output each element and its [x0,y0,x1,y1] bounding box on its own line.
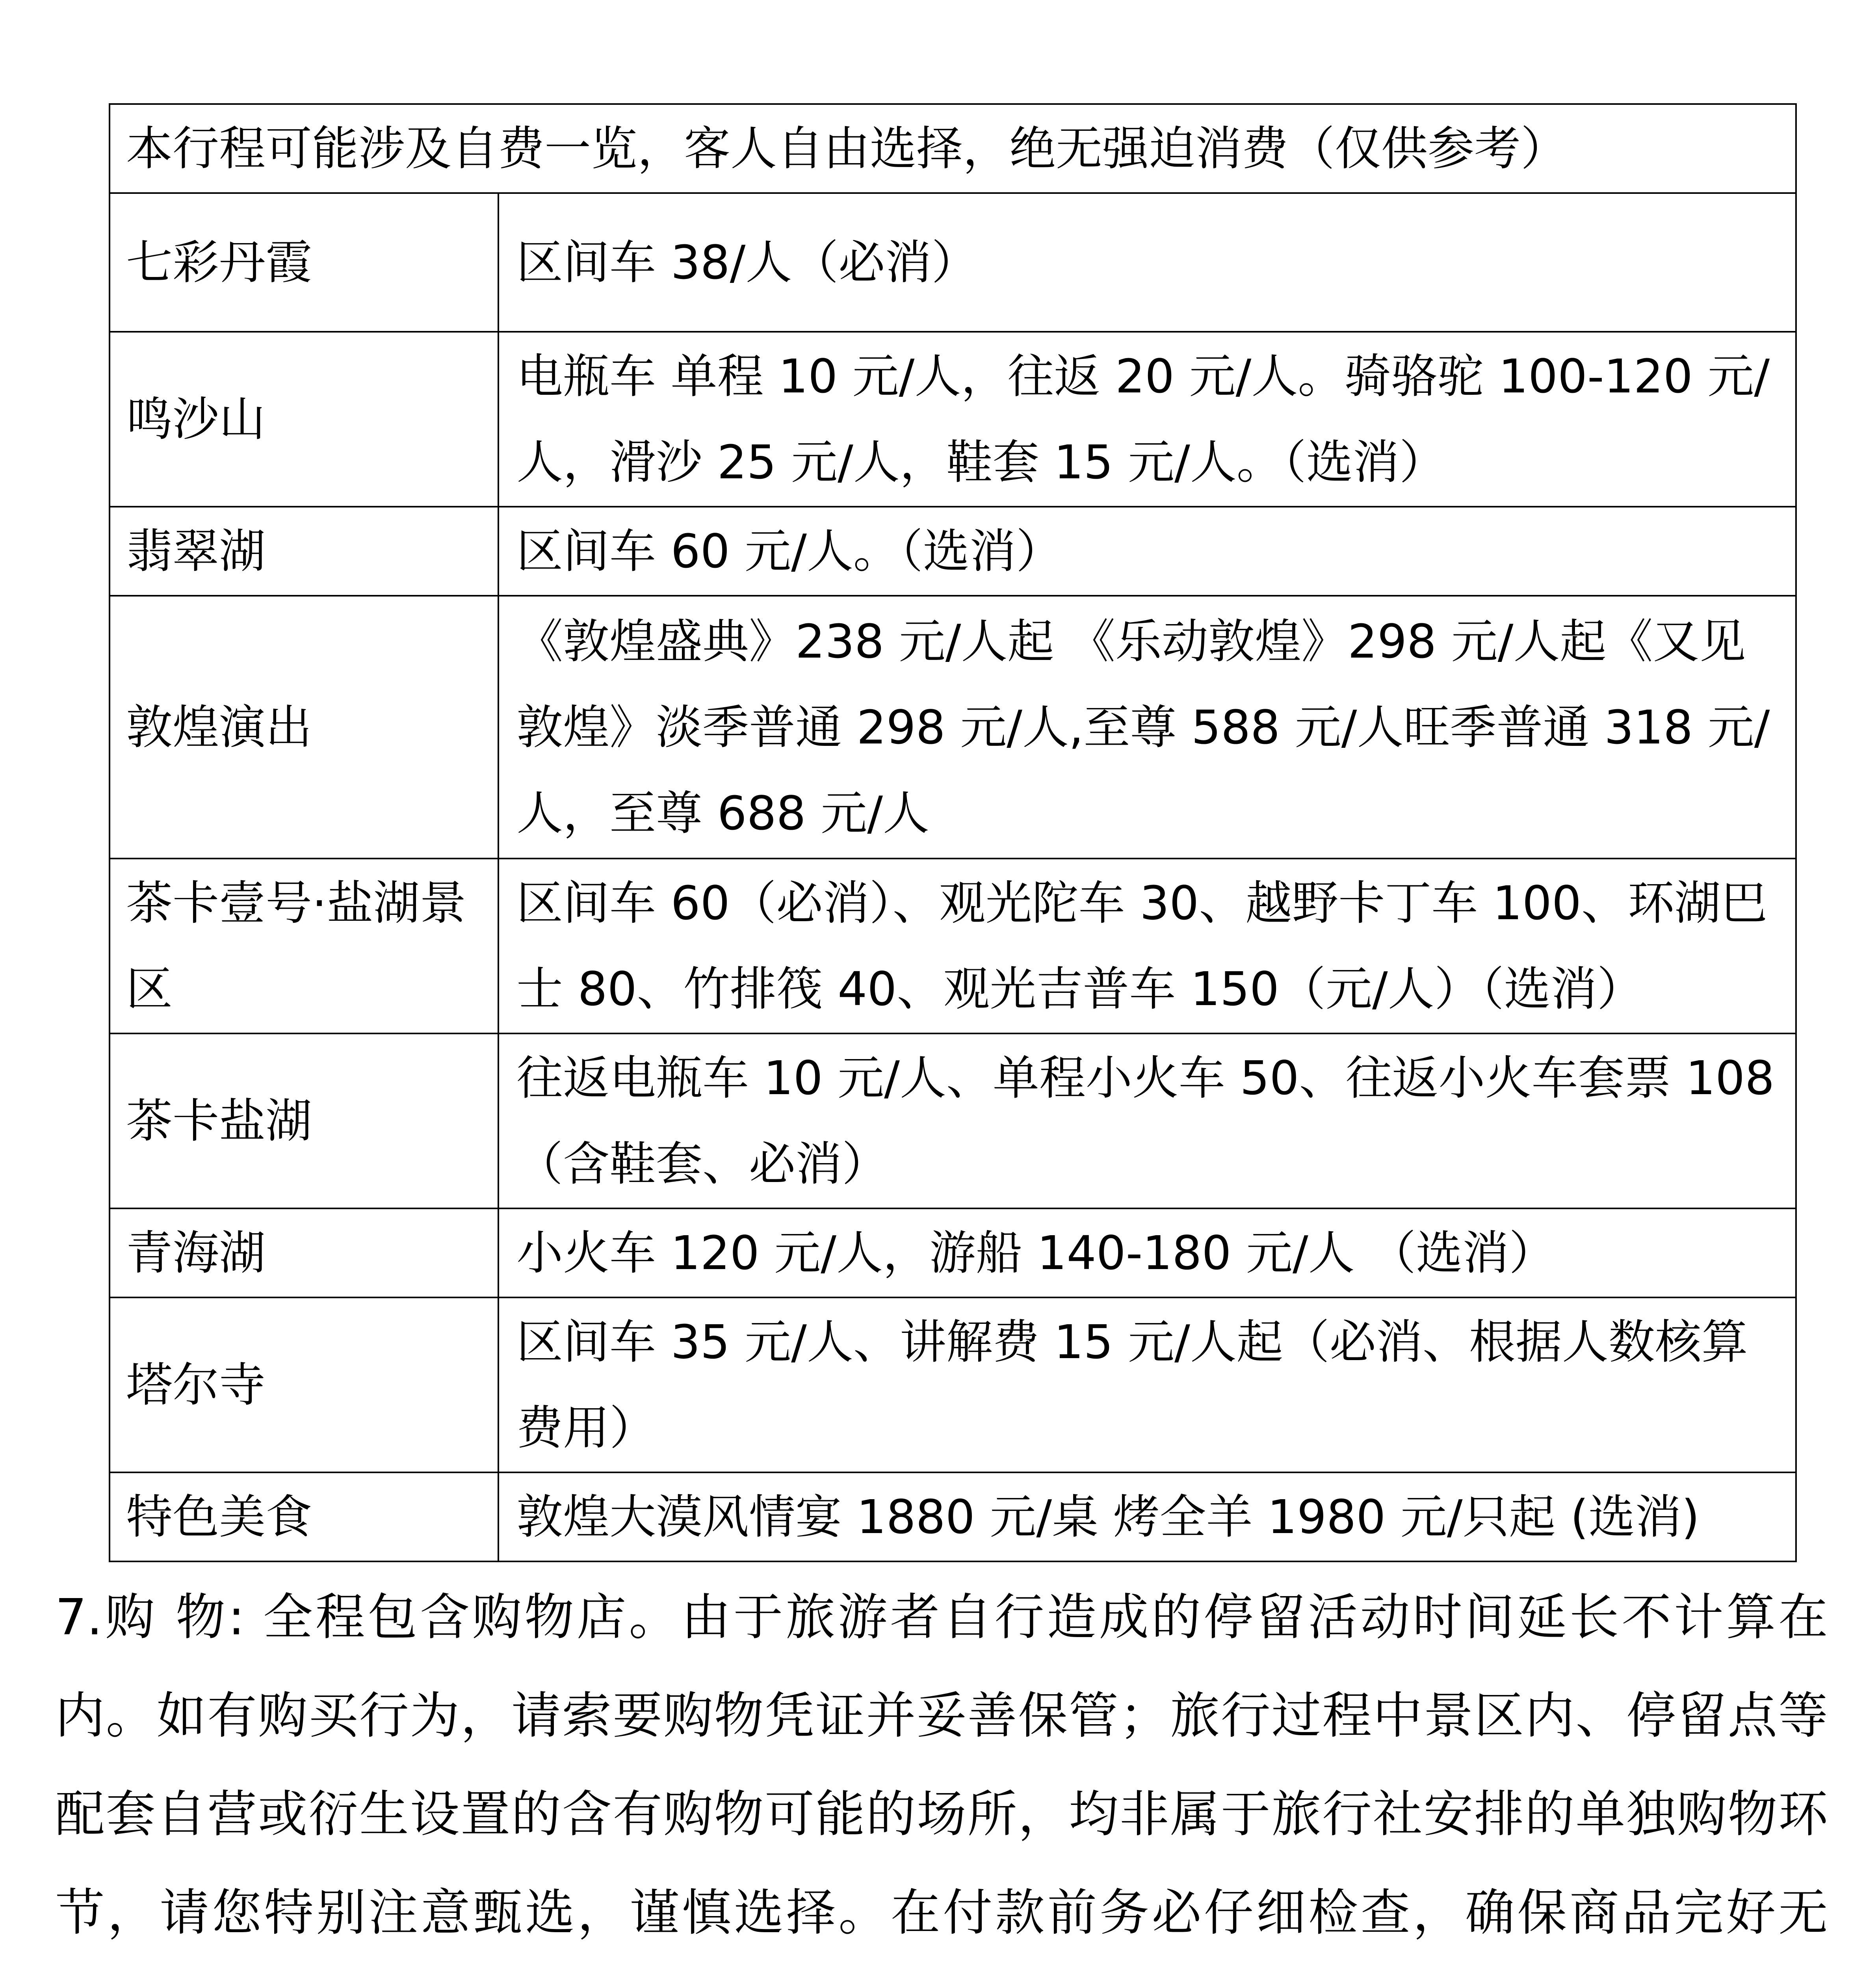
expense-place: 塔尔寺 [110,1297,498,1472]
shopping-policy-paragraph: 7.购 物: 全程包含购物店。由于旅游者自行造成的停留活动时间延长不计算在内。如有购买行为，请索要购物凭证并妥善保管；旅行过程中景区内、停留点等配套自营或衍生设置的含有购物可能的场所，均非属于旅行社安排的单独购物环节，请您特别注意甄选，谨慎选择。在付款前务必仔细检查，确保商品完好无 [55,1588,1828,1942]
expense-place: 鸣沙山 [110,332,498,507]
expense-row [110,1297,1796,1472]
expense-row [110,596,1796,859]
expense-place: 翡翠湖 [110,507,498,596]
expense-detail: 往返电瓶车 10 元/人、单程小火车 50、往返小火车套票 108（含鞋套、必消） [498,1033,1796,1208]
expense-row [110,193,1796,332]
expense-detail: 区间车 38/人（必消） [498,193,1796,332]
expense-row [110,332,1796,507]
expense-row [110,1033,1796,1208]
expense-row [110,1472,1796,1561]
expense-detail: 小火车 120 元/人，游船 140-180 元/人 （选消） [498,1208,1796,1297]
expense-row [110,1208,1796,1297]
expense-place: 青海湖 [110,1208,498,1297]
expense-detail: 电瓶车 单程 10 元/人，往返 20 元/人。骑骆驼 100-120 元/人，滑沙 25 元/人，鞋套 15 元/人。（选消） [498,332,1796,507]
expense-place: 茶卡盐湖 [110,1033,498,1208]
expense-row [110,507,1796,596]
expense-detail: 敦煌大漠风情宴 1880 元/桌 烤全羊 1980 元/只起 (选消) [498,1472,1796,1561]
optional-expense-header-row [110,104,1796,193]
expense-place: 七彩丹霞 [110,193,498,332]
expense-detail: 区间车 60 元/人。（选消） [498,507,1796,596]
optional-expense-header: 本行程可能涉及自费一览，客人自由选择，绝无强迫消费（仅供参考） [110,104,1796,193]
expense-place: 敦煌演出 [110,596,498,859]
expense-place: 茶卡壹号·盐湖景区 [110,859,498,1033]
expense-place: 特色美食 [110,1472,498,1561]
expense-detail: 《敦煌盛典》238 元/人起 《乐动敦煌》298 元/人起《又见敦煌》淡季普通 298 元/人,至尊 588 元/人旺季普通 318 元/人，至尊 688 元/人 [498,596,1796,859]
expense-detail: 区间车 60（必消）、观光陀车 30、越野卡丁车 100、环湖巴士 80、竹排筏 40、观光吉普车 150（元/人）（选消） [498,859,1796,1033]
optional-expense-table [109,103,1797,1562]
expense-detail: 区间车 35 元/人、讲解费 15 元/人起（必消、根据人数核算费用） [498,1297,1796,1472]
expense-row [110,859,1796,1033]
